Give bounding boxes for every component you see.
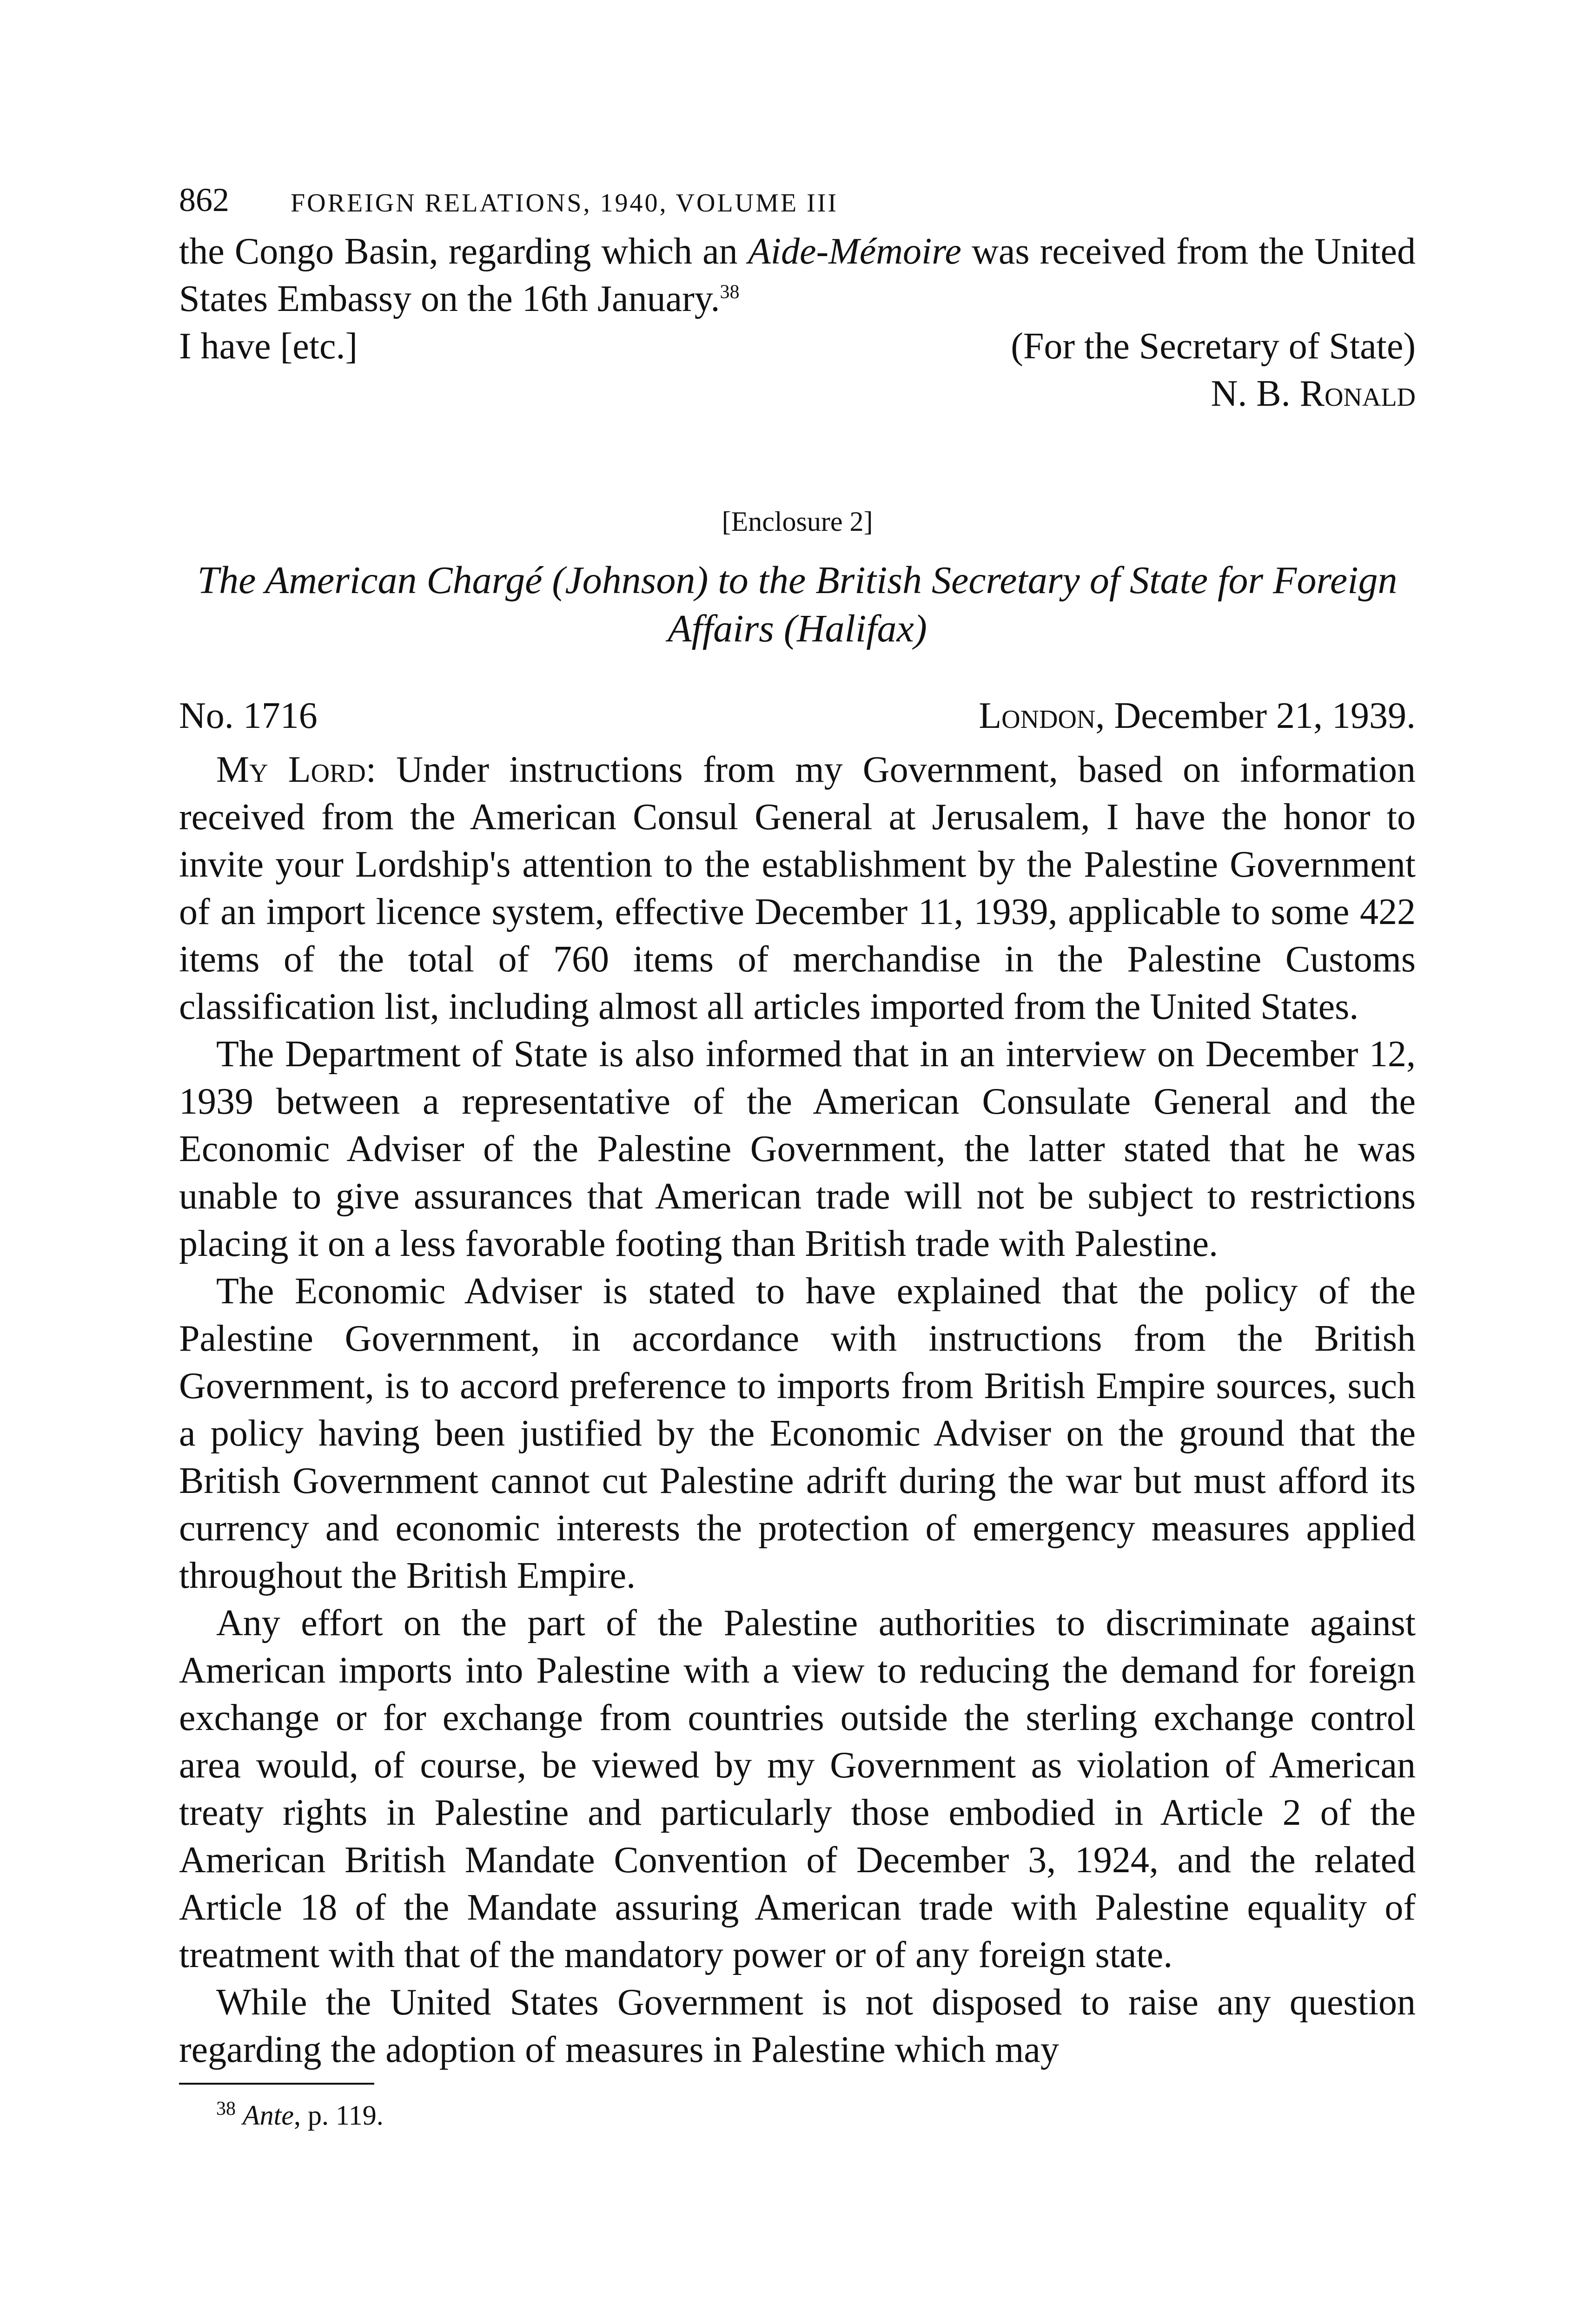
footnote-divider bbox=[179, 2083, 374, 2085]
footnote-reference: 38 bbox=[720, 281, 740, 303]
continuation-text: the Congo Basin, regarding which an bbox=[179, 231, 748, 272]
aide-memoire-term: Aide-Mémoire bbox=[748, 231, 961, 272]
signature: N. B. Ronald bbox=[1211, 373, 1416, 414]
letter-paragraph: The Economic Adviser is stated to have explained that the policy of the Palestine Government, in accordance with instructions from the British Government, is to accord preference to imports from British Empire sources, such a policy having been justified by the Economic Adviser on the ground that the British Government cannot cut Palestine adrift during the war but must afford its currency and economic interests the protection of emergency measures applied throughout the British Empire. bbox=[179, 1271, 1416, 1596]
body-text bbox=[179, 228, 1416, 417]
place-date bbox=[979, 695, 1416, 737]
footnote-text: , p. 119. bbox=[293, 2100, 384, 2131]
closing-capacity: (For the Secretary of State) bbox=[1011, 326, 1416, 367]
running-head bbox=[179, 177, 1416, 228]
letter-body bbox=[179, 746, 1416, 2073]
date: , December 21, 1939. bbox=[1095, 695, 1416, 736]
running-title: FOREIGN RELATIONS, 1940, VOLUME III bbox=[291, 189, 839, 218]
closing-block bbox=[179, 323, 1416, 417]
letter-paragraph: Any effort on the part of the Palestine authorities to discriminate against American imports into Palestine with a view to reducing the demand for foreign exchange or for exchange from countries outside the sterling exchange control area would, of course, be viewed by my Government as violation of American treaty rights in Palestine and particularly those embodied in Article 2 of the American British Mandate Convention of December 3, 1924, and the related Article 18 of the Mandate assuring American trade with Palestine equality of treatment with that of the mandatory power or of any foreign state. bbox=[179, 1603, 1416, 1975]
continuation-text-end: was received from the United States Embassy on the 16th January. bbox=[179, 231, 1416, 319]
document-heading: The American Chargé (Johnson) to the British Secretary of State for Foreign Affairs (Halifax) bbox=[197, 559, 1398, 650]
document-page bbox=[179, 177, 1416, 2134]
dateline bbox=[179, 695, 1416, 746]
footnote-marker: 38 bbox=[216, 2098, 236, 2119]
closing-formula: I have [etc.] bbox=[179, 326, 358, 367]
place: London bbox=[979, 695, 1096, 736]
letter-paragraph bbox=[179, 746, 1416, 1030]
enclosure-label: [Enclosure 2] bbox=[722, 506, 873, 537]
footnote-ante: Ante bbox=[243, 2100, 294, 2131]
page-number: 862 bbox=[179, 181, 229, 218]
letter-paragraph: The Department of State is also informed that in an interview on December 12, 1939 between a representative of the American Consulate General and the Economic Adviser of the Palestine Government, the latter stated that he was unable to give assurances that American trade will not be subject to restrictions placing it on a less favorable footing than British trade with Palestine. bbox=[179, 1034, 1416, 1264]
continuation-paragraph bbox=[179, 228, 1416, 323]
salutation: My Lord bbox=[216, 749, 366, 790]
footnote bbox=[216, 2097, 1416, 2134]
paragraph-text: : Under instructions from my Government, based on information received from the American Consul General at Jerusalem, I have the honor to invite your Lordship's attention to the establishment by the Palestine Government of an import licence system, effective December 11, 1939, applicable to some 422 items of the total of 760 items of merchandise in the Palestine Customs classification list, including almost all articles imported from the United States. bbox=[179, 749, 1416, 1027]
document-number: No. 1716 bbox=[179, 695, 318, 736]
letter-paragraph: While the United States Government is not disposed to raise any question regarding the adoption of measures in Palestine which may bbox=[179, 1982, 1416, 2070]
